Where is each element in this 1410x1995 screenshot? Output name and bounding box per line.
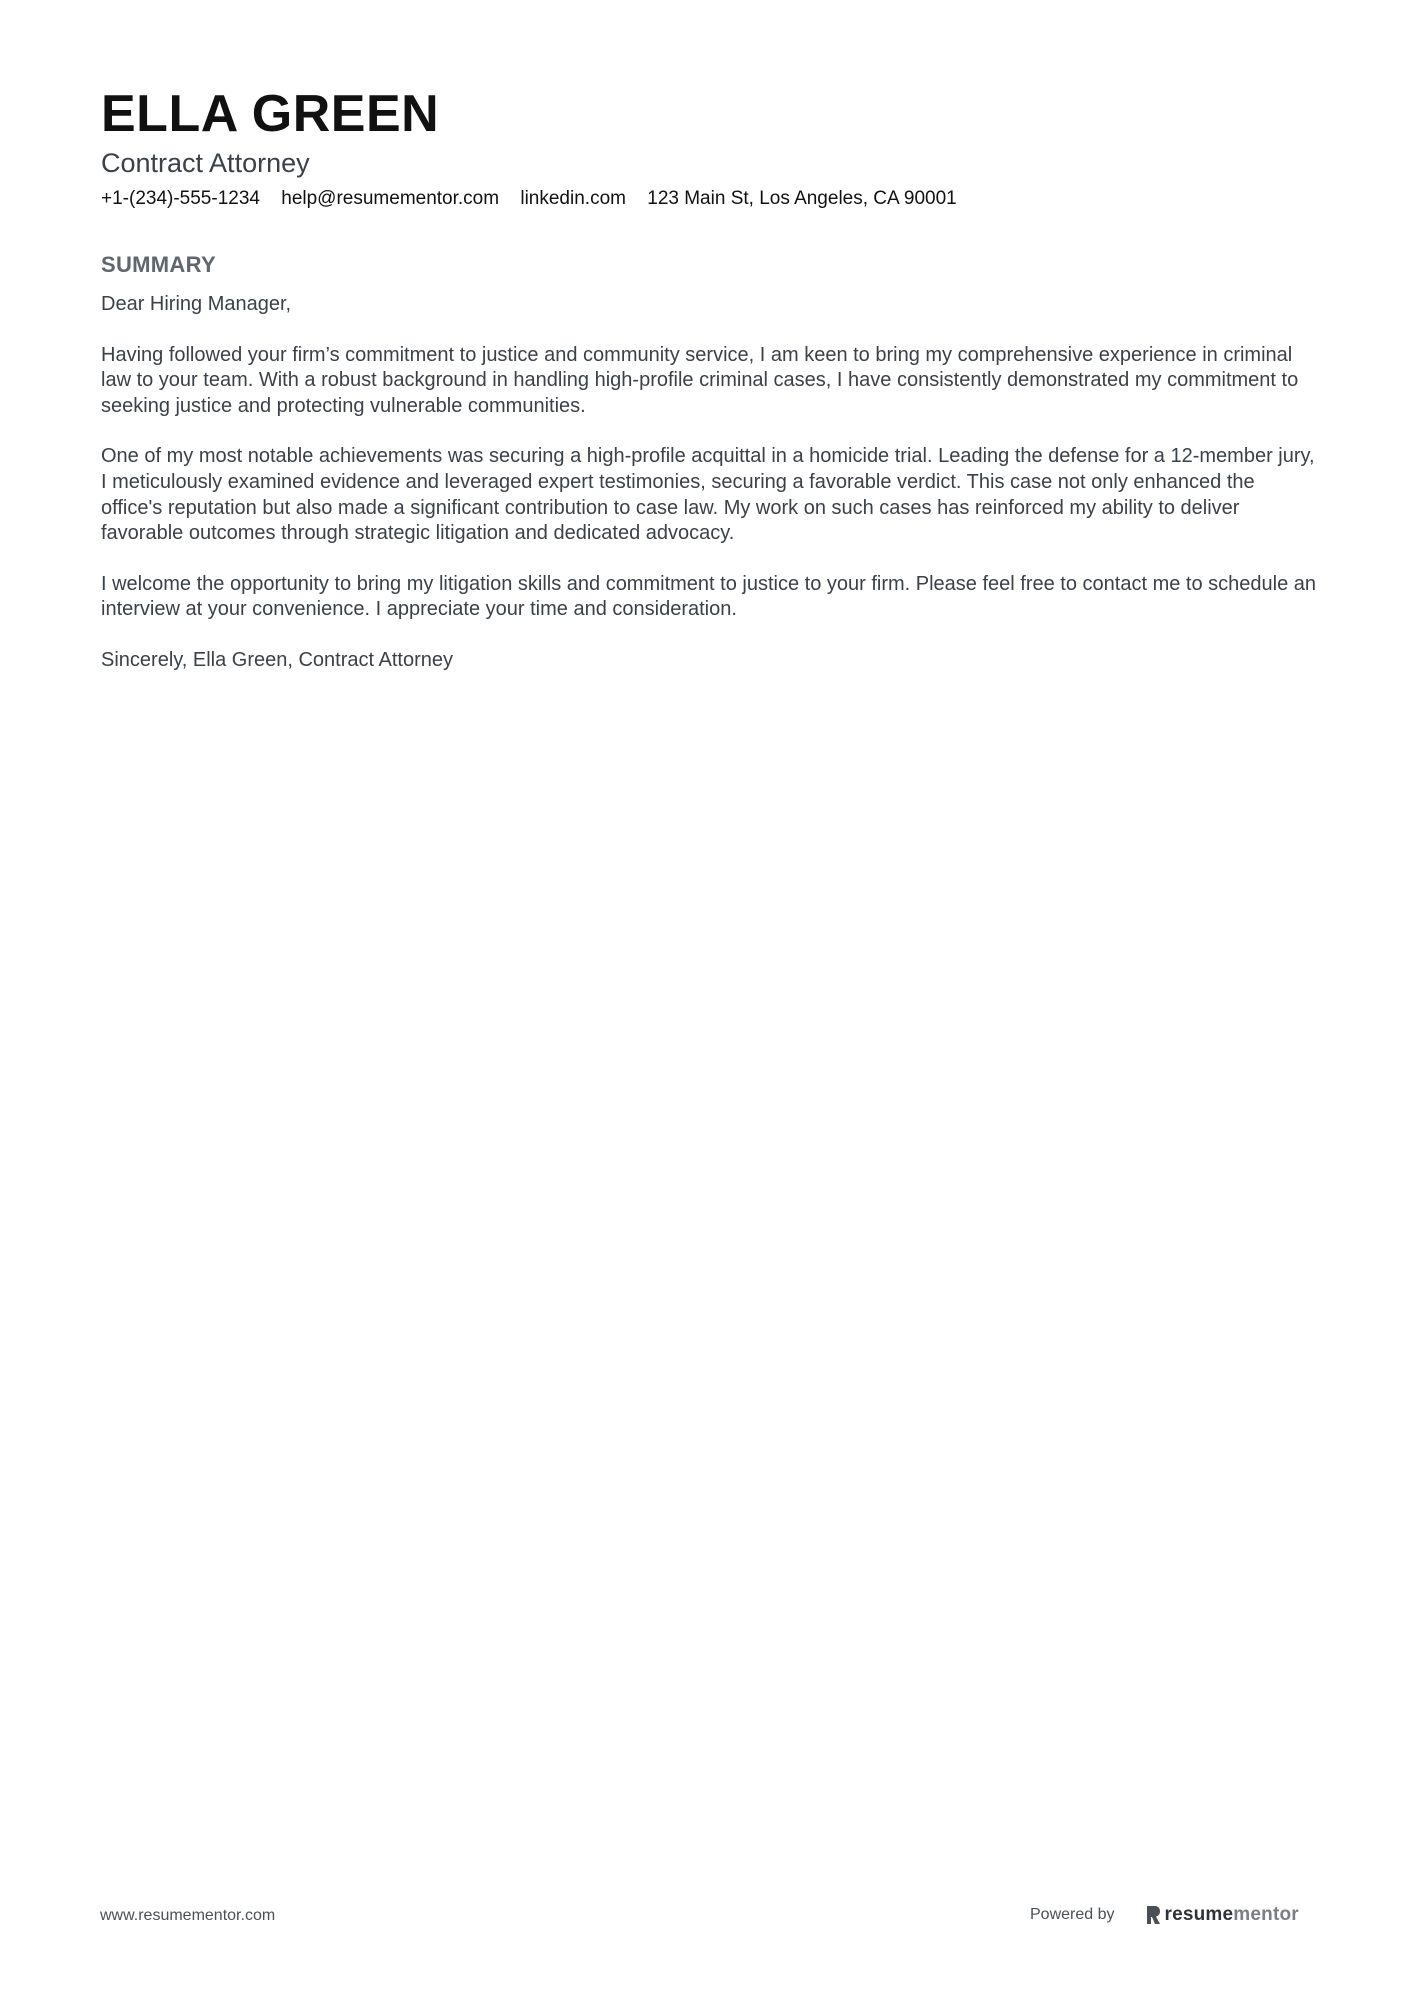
contact-linkedin[interactable]: linkedin.com [520, 188, 626, 209]
letter-closing: Sincerely, Ella Green, Contract Attorney [101, 648, 454, 671]
resumementor-logo-text [1165, 1904, 1299, 1926]
contact-phone: +1-(234)-555-1234 [101, 188, 260, 209]
letter-paragraph: One of my most notable achievements was securing a high-profile acquittal in a homicide trial. Leading the defense for a 12-member jury, I meticulously examined evidence and leveraged expert testimonies, securing a favorable verdict. This case not only enhanced the office's reputation but also made a significant contribution to case law. My work on such cases has reinforced my ability to deliver favorable outcomes through strategic litigation and dedicated advocacy. [101, 445, 1315, 545]
letter-paragraph: Having followed your firm’s commitment to justice and community service, I am keen to bring my comprehensive experience in criminal law to your team. With a robust background in handling high-profile criminal cases, I have consistently demonstrated my commitment to seeking justice and protecting vulnerable communities. [101, 343, 1299, 417]
letter-salutation: Dear Hiring Manager, [101, 293, 292, 315]
footer-website-link[interactable]: www.resumementor.com [100, 1907, 276, 1924]
letter-paragraph: I welcome the opportunity to bring my litigation skills and commitment to justice to your firm. Please feel free to contact me to schedule an interview at your convenience. I appreciate your time and consideration. [101, 572, 1317, 621]
footer-brand[interactable] [1030, 1900, 1299, 1930]
candidate-name: ELLA GREEN [101, 85, 440, 143]
powered-by-label: Powered by [1030, 1906, 1115, 1923]
contact-line [101, 186, 1321, 212]
summary-heading: SUMMARY [101, 252, 216, 277]
resumementor-logo-icon [1145, 1904, 1161, 1926]
brand-light-part: mentor [1233, 1904, 1299, 1925]
candidate-title: Contract Attorney [101, 148, 310, 178]
brand-bold-part: resume [1164, 1904, 1234, 1925]
resume-header [101, 84, 1321, 212]
contact-email[interactable]: help@resumementor.com [281, 188, 500, 209]
cover-letter-body [101, 292, 1321, 674]
contact-address: 123 Main St, Los Angeles, CA 90001 [647, 188, 957, 209]
summary-section [101, 250, 1321, 699]
